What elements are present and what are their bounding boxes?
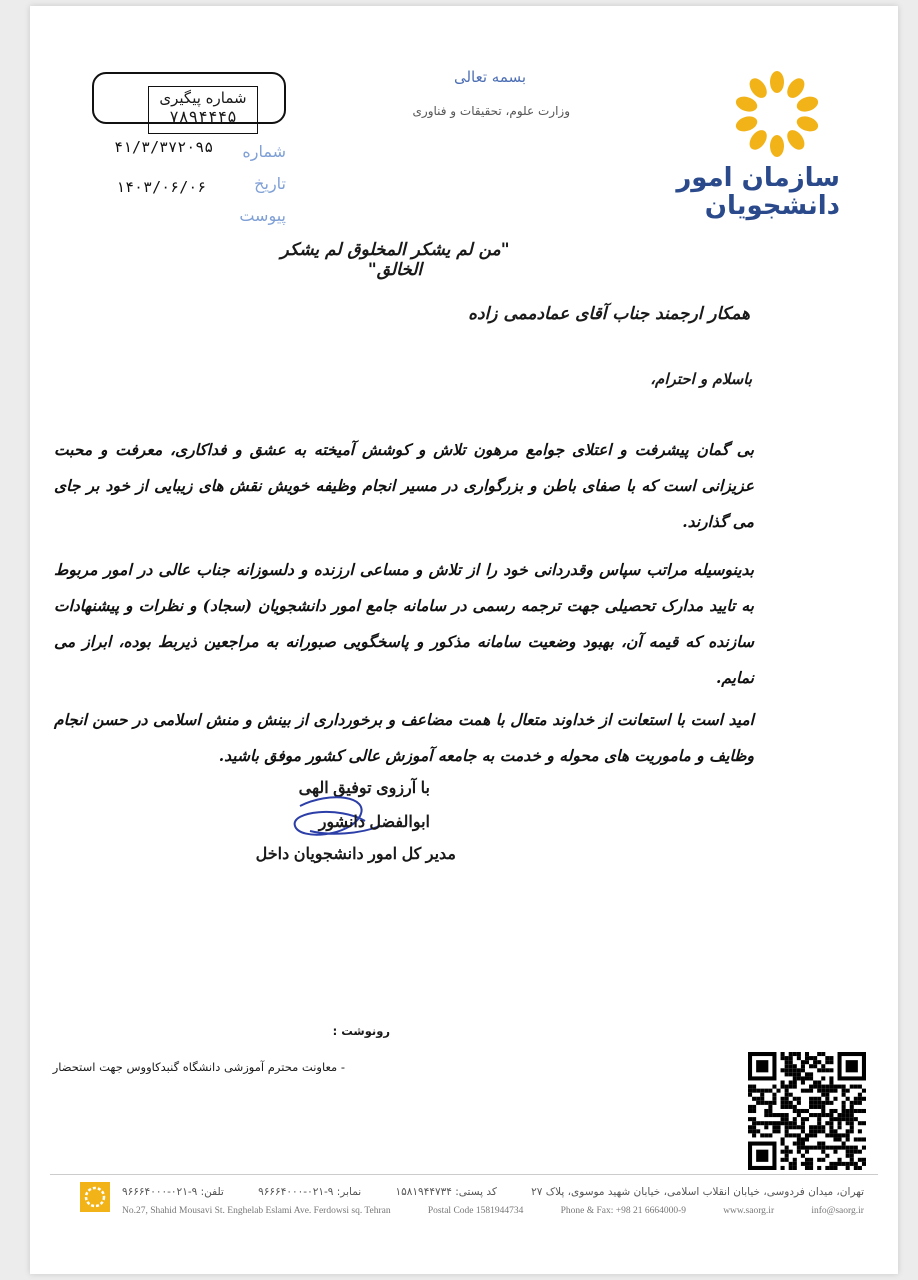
date-label: تاریخ [254, 174, 286, 193]
signatory-title: مدیر کل امور دانشجویان داخل [255, 846, 456, 863]
quote: "من لم یشکر المخلوق لم یشکر الخالق" [280, 240, 510, 280]
tracking-label: شماره پیگیری [159, 89, 247, 107]
body-paragraph-2: بدینوسیله مراتب سپاس وقدردانی خود را از تلاش و مساعی ارزنده و دلسوزانه جناب عالی در امور مربوط به تایید مدارک تحصیلی جهت ترجمه رسمی در سامانه جامع امور دانشجویان (سجاد) و نظرات و پیشنهادات سازنده که قیمه آن، بهبود وضعیت سامانه مذکور و پاسخگویی صبورانه به مراجعین ذیربط بوده، ابراز می نمایم. [54, 560, 754, 687]
organization-name [670, 164, 840, 220]
footer-logo-icon [80, 1182, 110, 1212]
footer-divider [50, 1174, 878, 1175]
date-value: ۱۴۰۳/۰۶/۰۶ [116, 178, 207, 196]
attachment-label: پیوست [239, 206, 286, 225]
ministry-name: وزارت علوم، تحقیقات و فناوری [412, 104, 570, 118]
footer-web-en: www.saorg.ir [723, 1206, 775, 1216]
footer-english-contact [122, 1206, 864, 1216]
signatory-name: ابوالفضل دانشور [318, 814, 430, 831]
organization-logo-icon [733, 70, 821, 158]
footer-email-en: info@saorg.ir [811, 1206, 864, 1216]
body-paragraph-1: بی گمان پیشرفت و اعتلای جوامع مرهون تلاش و کوشش آمیخته به عشق و فداکاری، معرفت و محبت عزیزانی است که با صفای باطن و بزرگواری در مسیر انجام وظیفه خویش نقش های زیبایی از خود بر جای می گذارند. [54, 440, 754, 531]
footer-phone-fa: تلفن: ۹-۰۲۱-۹۶۶۶۴۰۰۰ [122, 1186, 224, 1198]
footer-phone-en: Phone & Fax: +98 21 6664000-9 [560, 1206, 686, 1216]
tracking-stamp [148, 86, 258, 134]
footer-address-en: No.27, Shahid Mousavi St. Enghelab Eslami Ave. Ferdowsi sq. Tehran [122, 1206, 391, 1216]
footer-fax-fa: نمابر: ۹-۰۲۱-۹۶۶۶۴۰۰۰ [258, 1186, 362, 1198]
organization-name-line1: سازمان امور [676, 163, 840, 193]
qr-code-icon [748, 1052, 866, 1170]
footer-address-fa: تهران، میدان فردوسی، خیابان انقلاب اسلامی، خیابان شهید موسوی، پلاک ۲۷ [531, 1186, 864, 1198]
signature-closing: با آرزوی توفیق الهی [298, 780, 430, 797]
cc-label: رونوشت : [332, 1024, 390, 1038]
footer-persian-contact [122, 1186, 864, 1198]
greeting: باسلام و احترام، [650, 370, 752, 388]
organization-name-line2: دانشجویان [704, 191, 840, 221]
number-value: ۴۱/۳/۳۷۲۰۹۵ [114, 138, 214, 156]
letter-body [54, 432, 754, 774]
body-paragraph-3: امید است با استعانت از خداوند متعال با همت مضاعف و برخورداری از بینش و منش اسلامی در حسن انجام وظایف و ماموریت های محوله و خدمت به جامعه آموزش عالی کشور موفق باشید. [54, 710, 754, 765]
cc-item: - معاونت محترم آموزشی دانشگاه گنبدکاووس جهت استحضار [52, 1060, 345, 1074]
footer-postal-fa: کد پستی: ۱۵۸۱۹۴۴۷۳۴ [395, 1186, 497, 1198]
tracking-value: ۷۸۹۴۴۴۵ [169, 107, 237, 126]
letter-page [30, 6, 898, 1274]
recipient: همکار ارجمند جناب آقای عمادممی زاده [468, 304, 750, 324]
number-label: شماره [242, 142, 286, 161]
footer-postal-en: Postal Code 1581944734 [427, 1206, 524, 1216]
invocation: بسمه تعالی [453, 68, 527, 86]
